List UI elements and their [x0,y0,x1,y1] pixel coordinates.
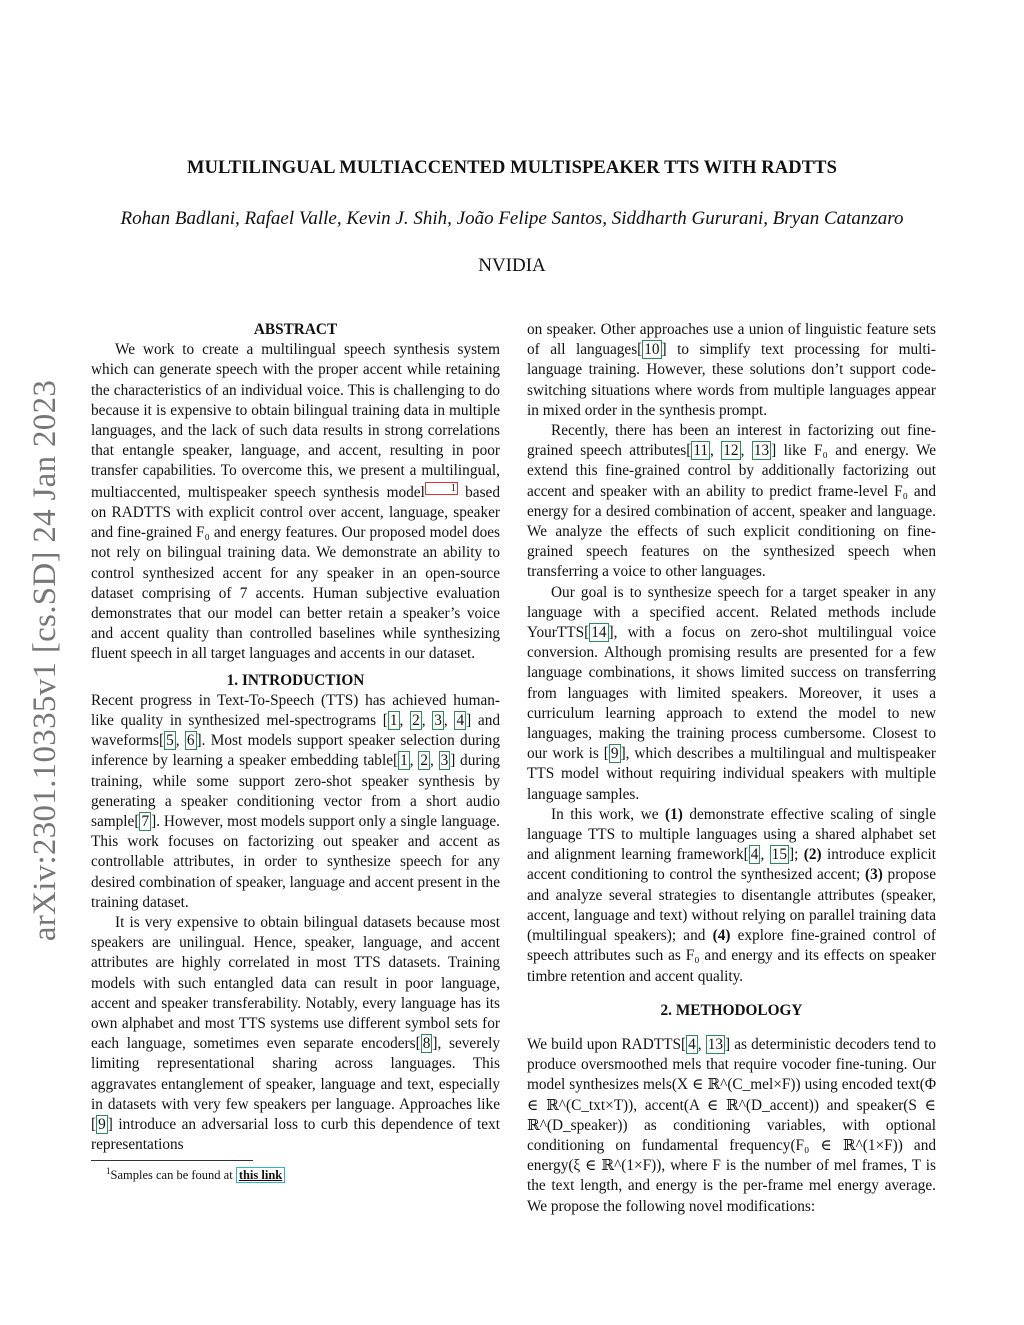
citation-link[interactable]: 10 [644,341,660,359]
citation-link[interactable]: 9 [98,1116,106,1134]
intro-paragraph-4: Recently, there has been an interest in factorizing out fine-grained speech attributes[ 11 , 12 , 13 ] like F₀ and energy. We extend this fine-grained control by additionally factorizing out accent and speaker with an ability to predict frame-level F₀ and energy for a desired combination of accent, speaker and language. We analyze the effects of such explicit conditioning on fine-grained speech features on the synthesized speech when transferring a voice to other languages. [527,422,936,581]
citation-link[interactable]: 4 [688,1035,696,1053]
paper-title: MULTILINGUAL MULTIACCENTED MULTISPEAKER TTS WITH RADTTS [187,158,837,178]
citation-link[interactable]: 1 [400,752,408,770]
author-list: Rohan Badlani, Rafael Valle, Kevin J. Shih, João Felipe Santos, Siddharth Gururani, Bryan Catanzaro [120,208,904,229]
citation-link[interactable]: 5 [166,732,174,750]
citation-link[interactable]: 3 [434,711,442,729]
footnote-mark: 1 [106,1166,111,1176]
methodology-paragraph-1: We build upon RADTTS[ 4 , 13 ] as deterministic decoders tend to produce oversmoothed mels that require vocoder fine-tuning. Our model synthesizes mels(X ∈ ℝ^(C_mel×F)) using encoded text(Φ ∈ ℝ^(C_txt×T)), accent(A ∈ ℝ^(D_accent)) and speaker(S ∈ ℝ^(D_speaker)) as conditioning variables, with optional conditioning on fundamental frequency(F₀ ∈ ℝ^(1×F)) and energy(ξ ∈ ℝ^(1×F)), where F is the number of mel frames, T is the text length, and energy is the per-frame mel energy average. We propose the following novel modifications: [527,1035,936,1215]
abstract-text: We work to create a multilingual speech synthesis system which can generate speech with the proper accent while retaining the characteristics of an individual voice. This is challenging to do because it is expensive to obtain bilingual training data in multiple languages, and the lack of such data results in strong correlations that entangle speaker, language, and accent, resulting in poor transfer capabilities. To overcome this, we present a multilingual, multiaccented, multispeaker speech synthesis model 1 based on RADTTS with explicit control over accent, language, speaker and fine-grained F₀ and energy features. Our proposed model does not rely on bilingual training data. We demonstrate an ability to control synthesized accent for any speaker in an open-source dataset comprising of 7 accents. Human subjective evaluation demonstrates that our model can better retain a speaker’s voice and accent quality than controlled baselines while synthesizing fluent speech in all target languages and accents in our dataset. [91,341,500,663]
right-column [527,320,936,1217]
footnote [106,1166,285,1183]
citation-link[interactable]: 6 [186,732,195,750]
citation-link[interactable]: 1 [389,711,398,729]
citation-link[interactable]: 4 [750,846,759,864]
citation-link[interactable]: 8 [422,1035,431,1053]
citation-link[interactable]: 3 [440,752,449,770]
abstract-heading: ABSTRACT [253,321,338,338]
citation-link[interactable]: 11 [693,442,709,460]
left-column [91,320,500,1155]
intro-paragraph-6: In this work, we (1) demonstrate effective scaling of single language TTS to multiple languages using a shared alphabet set and alignment learning framework[ 4 , 15 ]; (2) introduce explicit accent conditioning to control the synthesized accent; (3) propose and analyze several strategies to disentangle attributes (speaker, accent, language and text) without relying on parallel training data (multilingual speakers); and (4) explore fine-grained control of speech attributes such as F₀ and energy and its effects on speaker timbre retention and accent quality. [527,805,937,985]
intro-paragraph-5: Our goal is to synthesize speech for a target speaker in any language with a specified accent. Related methods include YourTTS[ 14 ], with a focus on zero-shot multilingual voice conversion. Although promising results are presented for a few language combinations, it shows limited success on transferring from languages with limited speakers. Moreover, it uses a curriculum learning approach to extend the model to new languages, making the training process cumbersome. Closest to our work is [ 9 ], which describes a multilingual and multispeaker TTS model without requiring individual speakers with multiple language samples. [527,583,936,803]
introduction-heading: 1. INTRODUCTION [226,671,365,689]
citation-link[interactable]: 2 [420,752,428,770]
citation-link[interactable]: 13 [707,1035,723,1053]
citation-link[interactable]: 12 [723,442,739,460]
citation-link[interactable]: 4 [456,711,465,729]
intro-paragraph-2: It is very expensive to obtain bilingual datasets because most speakers are unilingual. Hence, speaker, language, and accent attributes are highly correlated in most TTS datasets. Training models with such entangled data can result in poor language, accent and speaker transferability. Notably, every language has its own alphabet and most TTS systems use different symbol sets for each language, sometimes even separate encoders[ 8 ], severely limiting representational sharing across languages. This aggravates entanglement of speaker, language and text, especially in datasets with very few speakers per language. Approaches like [ 9 ] introduce an adversarial loss to curb this dependence of text representations [91,913,500,1154]
affiliation: NVIDIA [478,255,546,276]
methodology-heading: 2. METHODOLOGY [660,1001,803,1019]
intro-paragraph-3: on speaker. Other approaches use a union of linguistic feature sets of all languages[ 10 ] to simplify text processing for multi-language training. However, these solutions don’t support code-switching situations where words from multiple languages appear in mixed order in the synthesis prompt. [527,321,936,419]
arxiv-sidebar [22,330,70,990]
footnote-text: Samples can be found at [110,1168,236,1183]
footnote-link[interactable]: 1 [425,482,458,495]
citation-link[interactable]: 2 [412,711,420,729]
citation-link[interactable]: 15 [771,846,787,864]
citation-link[interactable]: 14 [591,624,607,642]
footnote-rule [91,1160,253,1161]
citation-link[interactable]: 7 [141,812,150,830]
citation-link[interactable]: 13 [753,442,770,460]
arxiv-identifier: arXiv:2301.10335v1 [cs.SD] 24 Jan 2023 [27,379,64,941]
samples-link[interactable]: this link [236,1167,285,1183]
citation-link[interactable]: 9 [610,745,619,763]
intro-paragraph-1: Recent progress in Text-To-Speech (TTS) has achieved human-like quality in synthesized mel-spectrograms [ 1 , 2 , 3 , 4 ] and waveforms[ 5 , 6 ]. Most models support speaker selection during inference by learning a speaker embedding table[ 1 , 2 , 3 ] during training, while some support zero-shot speaker synthesis by generating a speaker conditioning vector from a short audio sample[ 7 ]. However, most models support only a single language. This work focuses on factorizing out speaker and accent as controllable attributes, in order to synthesize speech for any desired combination of speaker, language and accent present in the training dataset. [91,691,500,911]
